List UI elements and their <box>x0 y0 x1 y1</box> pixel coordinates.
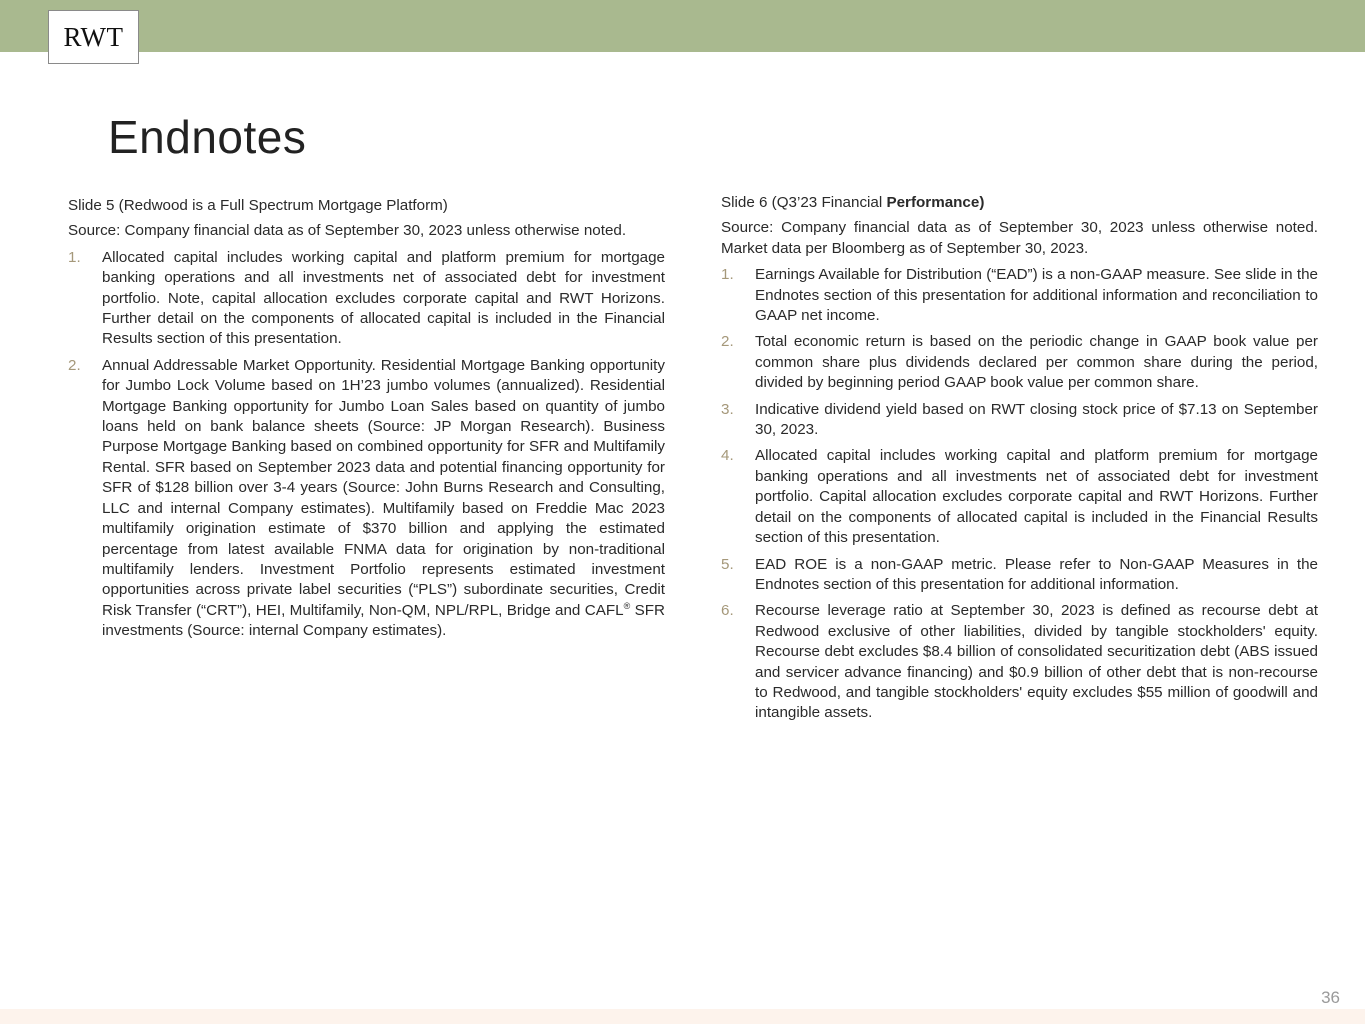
endnote-item <box>68 356 665 642</box>
endnote-number: 6. <box>721 602 734 620</box>
right-heading <box>721 193 1318 213</box>
endnote-number: 1. <box>721 266 734 284</box>
page-number: 36 <box>1321 988 1340 1007</box>
endnote-item <box>721 332 1318 393</box>
endnote-number: 5. <box>721 555 734 573</box>
registered-mark: ® <box>623 600 631 611</box>
right-heading-text: Slide 6 (Q3’23 Financial <box>721 194 887 211</box>
endnote-text: Recourse leverage ratio at September 30, 2023 is defined as recourse debt at Redwood exclusive of other liabilities, divided by tangible stockholders' equity. Recourse debt excludes $8.4 billion of consolidated securitization debt (ABS issued and servicer advance financing) and $0.9 billion of other debt that is non-recourse to Redwood, and tangible stockholders' equity excludes $55 million of goodwill and intangible assets. <box>755 602 1318 722</box>
right-column <box>721 193 1318 730</box>
endnote-number: 4. <box>721 447 734 465</box>
endnote-text: Allocated capital includes working capital and platform premium for mortgage banking operations and all investments net of associated debt for investment portfolio. Capital allocation excludes corporate capital and RWT Horizons. Further detail on the components of allocated capital is included in the Financial Results section of this presentation. <box>755 447 1318 547</box>
endnote-text: Indicative dividend yield based on RWT closing stock price of $7.13 on September 30, 2023. <box>755 400 1318 439</box>
right-heading-bold: Performance) <box>886 194 985 211</box>
endnote-text: Annual Addressable Market Opportunity. Residential Mortgage Banking opportunity for Jumbo Lock Volume based on 1H’23 jumbo volumes (annualized). Residential Mortgage Banking opportunity for Jumbo Loan Sales based on quantity of jumbo loans held on bank balance sheets (Source: JP Morgan Research). Business Purpose Mortgage Banking based on combined opportunity for SFR and Multifamily Rental. SFR based on September 2023 data and potential financing opportunity for SFR of $128 billion over 3-4 years (Source: John Burns Research and Consulting, LLC and internal Company estimates). Multifamily based on Freddie Mac 2023 multifamily origination estimate of $370 billion and applying the estimated percentage from latest available FNMA data for origination by non-traditional multifamily lenders. Investment Portfolio represents estimated investment opportunities across private label securities (“PLS”) subordinate securities, Credit Risk Transfer (“CRT”), HEI, Multifamily, Non-QM, NPL/RPL, Bridge and CAFL <box>102 356 665 619</box>
endnote-number: 2. <box>68 356 81 374</box>
right-endnotes-list <box>721 265 1318 724</box>
endnote-number: 3. <box>721 400 734 418</box>
endnote-number: 2. <box>721 333 734 351</box>
endnote-text-tail: SFR investments (Source: internal Company estimates). <box>102 601 665 640</box>
endnote-number: 1. <box>68 248 81 266</box>
footer-bar <box>0 1009 1365 1024</box>
endnote-text: EAD ROE is a non-GAAP metric. Please refer to Non-GAAP Measures in the Endnotes section of this presentation for additional information. <box>755 555 1318 593</box>
left-heading: Slide 5 (Redwood is a Full Spectrum Mortgage Platform) <box>68 197 448 214</box>
endnote-text: Total economic return is based on the periodic change in GAAP book value per common share plus dividends declared per common share during the period, divided by beginning period GAAP book value per common share. <box>755 333 1318 392</box>
endnote-item <box>721 265 1318 326</box>
endnote-item <box>721 400 1318 441</box>
endnote-item <box>68 248 665 350</box>
endnote-text: Allocated capital includes working capital and platform premium for mortgage banking operations and all investments net of associated debt for investment portfolio. Note, capital allocation excludes corporate capital and RWT Horizons. Further detail on the components of allocated capital is included in the Financial Results section of this presentation. <box>102 248 665 348</box>
endnote-text: Earnings Available for Distribution (“EAD”) is a non-GAAP measure. See slide in the Endnotes section of this presentation for additional information and reconciliation to GAAP net income. <box>755 266 1318 325</box>
endnote-item <box>721 601 1318 723</box>
endnote-item <box>721 555 1318 596</box>
page-title: Endnotes <box>108 111 307 163</box>
header-bar <box>0 0 1365 52</box>
right-source-note: Source: Company financial data as of September 30, 2023 unless otherwise noted. Market data per Bloomberg as of September 30, 2023. <box>721 219 1318 257</box>
left-endnotes-list <box>68 248 665 642</box>
rwt-logo: RWT <box>48 10 139 64</box>
left-column <box>68 196 665 648</box>
left-source-note: Source: Company financial data as of September 30, 2023 unless otherwise noted. <box>68 222 627 240</box>
endnote-item <box>721 446 1318 548</box>
